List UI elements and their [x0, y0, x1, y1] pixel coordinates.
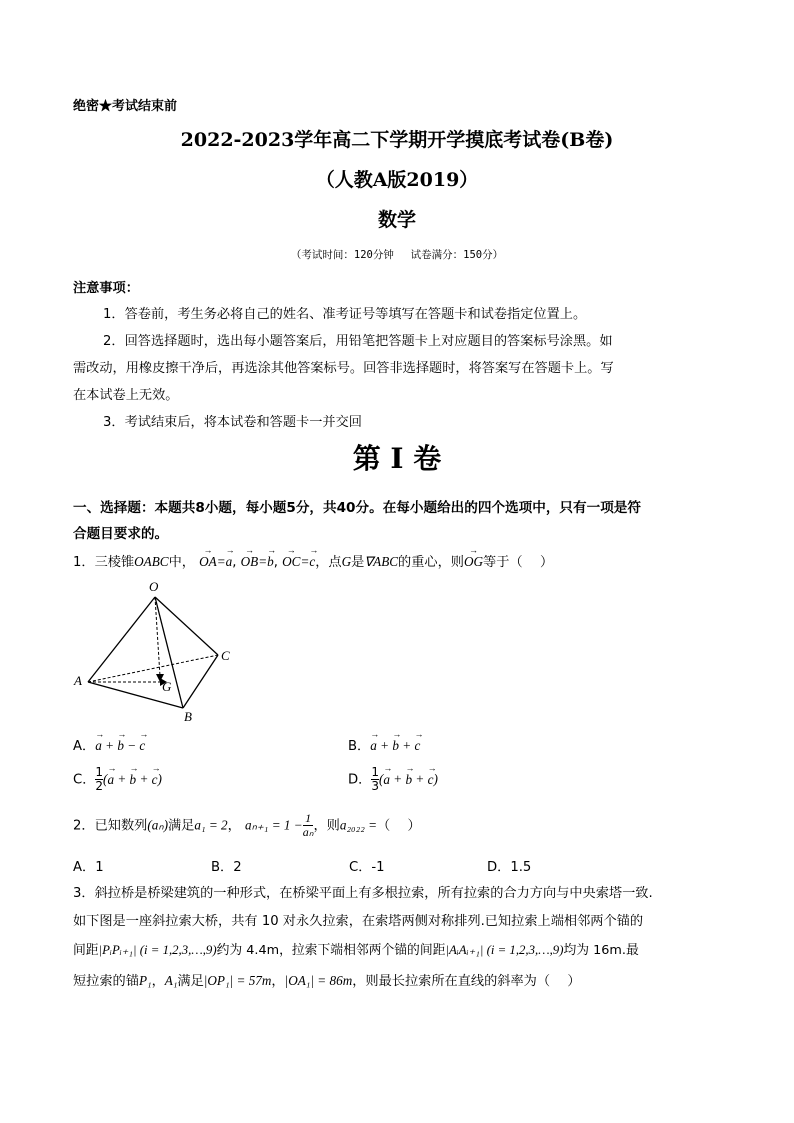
notice-heading: 注意事项：: [73, 281, 139, 296]
label-g: G: [162, 679, 172, 694]
exam-edition: （人教A版2019）: [315, 169, 479, 191]
section-heading: 一、选择题：本题共8小题，每小题5分，共40分。在每小题给出的四个选项中，只有一项是符: [73, 500, 641, 516]
edge-bc: [183, 655, 218, 708]
q1-option-c: C． $\frac{1}{2}$ (→ a + → b + → c): [73, 766, 162, 793]
notice-item-2-cont: 需改动，用橡皮擦干净后，再选涂其他答案标号。回答非选择题时，将答案写在答题卡上。写: [73, 361, 614, 376]
question-3-line2: 如下图是一座斜拉索大桥，共有 10 对永久拉索，在索塔两侧对称排列.已知拉索上端相邻两个锚的: [73, 914, 644, 929]
q1-option-b: B．→ a + → b + → c: [348, 735, 420, 754]
q2-option-a: A．1: [73, 860, 104, 875]
q2-option-c: C．-1: [349, 860, 385, 875]
edge-oa: [88, 597, 155, 682]
notice-item-2-cont2: 在本试卷上无效。: [73, 388, 179, 403]
notice-item-3: 3．考试结束后，将本试卷和答题卡一并交回: [103, 415, 362, 430]
section-heading-cont: 合题目要求的。: [73, 526, 169, 542]
label-a: A: [74, 673, 82, 688]
q1-option-d: D． $\frac{1}{3}$ (→ a + → b + → c): [348, 766, 438, 793]
question-3-line1: 3．斜拉桥是桥梁建筑的一种形式，在桥梁平面上有多根拉索，所有拉索的合力方向与中央索塔一致.: [73, 886, 653, 901]
exam-title: 2022-2023学年高二下学期开学摸底考试卷(B卷): [180, 129, 614, 151]
q2-option-b: B．2: [211, 860, 242, 875]
question-3-line3: 间距|PᵢPᵢ₊₁| (i = 1,2,3,…,9)约为 4.4m，拉索下端相邻两个锚的间距|AᵢAᵢ₊₁| (i = 1,2,3,…,9)均为 16m.最: [73, 943, 639, 958]
q1-option-a: A．→ a + → b − → c: [73, 735, 145, 754]
label-c: C: [221, 648, 230, 663]
confidential-label: 绝密★考试结束前: [73, 99, 178, 114]
edge-ac: [88, 655, 218, 682]
notice-item-1: 1．答卷前，考生务必将自己的姓名、准考证号等填写在答题卡和试卷指定位置上。: [103, 307, 587, 322]
subject-title: 数学: [377, 209, 416, 231]
exam-time-score: （考试时间：120分钟 试卷满分：150分）: [290, 249, 504, 261]
question-2: 2．已知数列(aₙ)满足a₁ = 2， aₙ₊₁ = 1 − $\frac{1}{\text{aₙ}}$ ，则a₂₀₂₂ =（ ）: [73, 811, 421, 839]
label-o: O: [149, 579, 159, 594]
volume-title: 第 I 卷: [352, 442, 442, 475]
question-1: 1．三棱锥OABC中， → OA=→ a, → OB=→ b, → OC=→ c，点G是∇ABC的重心，则→ OG等于（ ）: [73, 551, 553, 570]
edge-oc: [155, 597, 218, 655]
tetrahedron-figure: [70, 575, 245, 725]
q2-option-d: D．1.5: [487, 860, 532, 875]
notice-item-2: 2．回答选择题时，选出每小题答案后，用铅笔把答题卡上对应题目的答案标号涂黑。如: [103, 334, 613, 349]
question-3-line4: 短拉索的锚P₁，A₁满足|OP₁| = 57m，|OA₁| = 86m，则最长拉索所在直线的斜率为（ ）: [73, 973, 581, 989]
label-b: B: [184, 709, 192, 724]
